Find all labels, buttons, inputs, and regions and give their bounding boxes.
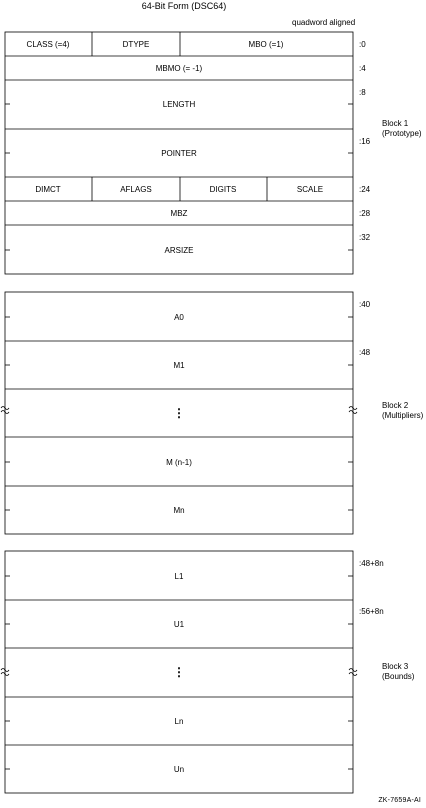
offset-label: :48 (359, 348, 371, 357)
field-mbz: MBZ (170, 209, 188, 218)
block3-label: Block 3 (382, 662, 409, 671)
offset-label: :0 (359, 40, 366, 49)
field-mn: Mn (173, 506, 185, 515)
ellipsis-vertical: ⋮ (173, 406, 185, 420)
offset-label: :4 (359, 64, 366, 73)
alignment-note: quadword aligned (292, 18, 356, 27)
field-dimct: DIMCT (35, 185, 61, 194)
field-digits: DIGITS (209, 185, 237, 194)
ellipsis-vertical: ⋮ (173, 665, 185, 679)
field-mbo: MBO (=1) (248, 40, 284, 49)
field-arsize: ARSIZE (164, 246, 194, 255)
offset-label: :32 (359, 233, 371, 242)
offset-label: :28 (359, 209, 371, 218)
field-un: Un (173, 765, 185, 774)
offset-label: :40 (359, 300, 371, 309)
offset-label: :24 (359, 185, 371, 194)
field-m1: M1 (173, 361, 185, 370)
block3-sublabel: (Bounds) (382, 672, 415, 681)
offset-label: :48+8n (359, 559, 384, 568)
block1-sublabel: (Prototype) (382, 129, 422, 138)
offset-label: :16 (359, 137, 371, 146)
field-a0: A0 (174, 313, 184, 322)
field-dtype: DTYPE (122, 40, 150, 49)
field-length: LENGTH (162, 100, 196, 109)
field-mbmo: MBMO (= -1) (155, 64, 203, 73)
field-aflags: AFLAGS (120, 185, 152, 194)
field-scale: SCALE (296, 185, 324, 194)
diagram-title: 64-Bit Form (DSC64) (141, 1, 227, 11)
block2-sublabel: (Multipliers) (382, 411, 424, 420)
field-l1: L1 (174, 572, 184, 581)
offset-label: :56+8n (359, 607, 384, 616)
figure-id: ZK-7659A-AI (378, 797, 421, 804)
field-class: CLASS (=4) (26, 40, 70, 49)
field-ln: Ln (174, 717, 184, 726)
block1-label: Block 1 (382, 119, 409, 128)
block2-label: Block 2 (382, 401, 409, 410)
offset-label: :8 (359, 88, 366, 97)
field-m-n-minus-1: M (n-1) (166, 458, 192, 467)
field-u1: U1 (173, 620, 185, 629)
field-pointer: POINTER (161, 149, 197, 158)
